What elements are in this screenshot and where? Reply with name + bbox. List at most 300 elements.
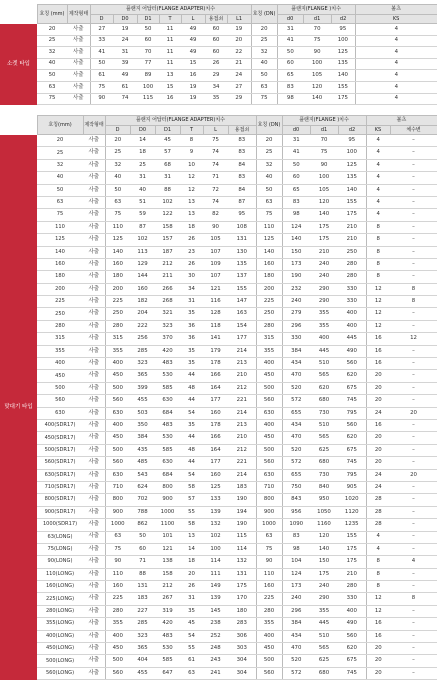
table-cell: 50 (130, 531, 155, 543)
header-flange-col: d1 (310, 126, 338, 135)
table-cell: – (390, 568, 437, 580)
table-cell: 225 (256, 296, 282, 308)
table-cell: 118 (203, 320, 228, 332)
row-nominal-size: 225(LONG) (37, 593, 83, 605)
table-cell: 355 (256, 345, 282, 357)
table-cell: 158 (155, 568, 180, 580)
table-cell: 75 (303, 35, 331, 47)
table-cell: 135 (331, 58, 355, 70)
table-cell: 132 (228, 556, 256, 568)
table-cell: 35 (180, 605, 203, 617)
table-cell: 90 (303, 47, 331, 59)
table-cell: 149 (203, 581, 228, 593)
table-cell: – (390, 395, 437, 407)
row-nominal-size: 450(SDR17) (37, 432, 83, 444)
table-cell: 35 (180, 358, 203, 370)
table-cell: 131 (228, 234, 256, 246)
table-cell: 124 (282, 568, 310, 580)
table-cell: 29 (227, 93, 251, 105)
table-cell: 139 (203, 593, 228, 605)
table-cell: 31 (113, 47, 137, 59)
table-row (0, 419, 437, 431)
table-cell: 164 (203, 382, 228, 394)
table-cell: 84 (228, 184, 256, 196)
table-cell: 304 (228, 667, 256, 679)
table-cell: 355 (105, 345, 130, 357)
table-cell: 210 (338, 234, 366, 246)
row-nominal-size: 500 (37, 382, 83, 394)
table-cell: – (390, 234, 437, 246)
table-row (0, 556, 437, 568)
table-cell: 83 (282, 531, 310, 543)
table-cell: 사출 (67, 24, 90, 36)
table-cell: 90 (90, 93, 113, 105)
table-cell: 44 (180, 395, 203, 407)
table-cell: 565 (310, 643, 338, 655)
table-cell: 510 (310, 358, 338, 370)
table-cell: 사출 (83, 556, 105, 568)
table-cell: 18 (130, 147, 155, 159)
table-row (0, 407, 437, 419)
table-cell: 435 (130, 444, 155, 456)
table-cell: 사출 (83, 345, 105, 357)
socket-type-table (0, 4, 437, 105)
table-row (0, 93, 437, 105)
table-row (0, 655, 437, 667)
table-cell: 221 (228, 457, 256, 469)
row-nominal-size: 40 (37, 58, 67, 70)
table-cell: 9 (180, 147, 203, 159)
table-cell: 560 (105, 667, 130, 679)
table-cell: 560 (256, 457, 282, 469)
table-cell: 16 (366, 618, 390, 630)
table-cell: 57 (180, 494, 203, 506)
table-cell: 60 (205, 35, 227, 47)
table-cell: 25 (130, 159, 155, 171)
table-cell: 160 (105, 258, 130, 270)
table-cell: 285 (130, 345, 155, 357)
table-row (0, 531, 437, 543)
table-cell: 450 (256, 370, 282, 382)
table-cell: 50 (105, 184, 130, 196)
table-cell: 사출 (83, 234, 105, 246)
table-cell: 110 (105, 568, 130, 580)
table-cell: 51 (130, 196, 155, 208)
table-cell: 70 (137, 47, 159, 59)
table-cell: 100 (137, 81, 159, 93)
table-cell: 12 (366, 593, 390, 605)
table-cell: 625 (310, 444, 338, 456)
table-cell: 4 (366, 209, 390, 221)
table-cell: 173 (282, 258, 310, 270)
table-cell: 178 (203, 358, 228, 370)
table-cell: 75 (90, 81, 113, 93)
table-cell: 40 (251, 58, 277, 70)
header-adapter-col: D (90, 15, 113, 24)
row-nominal-size: 630(SDR17) (37, 469, 83, 481)
table-cell: – (390, 308, 437, 320)
table-row (0, 382, 437, 394)
table-cell: 20 (390, 407, 437, 419)
table-cell: 109 (203, 258, 228, 270)
table-cell: 사출 (83, 543, 105, 555)
header-adapter-col: T (159, 15, 181, 24)
table-cell: 105 (203, 234, 228, 246)
table-cell: 400 (310, 333, 338, 345)
table-cell: 20 (366, 444, 390, 456)
table-row (0, 70, 437, 82)
table-cell: – (390, 605, 437, 617)
table-cell: 105 (310, 184, 338, 196)
section-header-spacer (0, 5, 37, 24)
table-cell: 63 (180, 667, 203, 679)
table-cell: 사출 (67, 35, 90, 47)
header-adapter-col: 용접쇠 (205, 15, 227, 24)
table-cell: 74 (203, 159, 228, 171)
row-nominal-size: 500(SDR17) (37, 444, 83, 456)
table-row (0, 196, 437, 208)
table-cell: 25 (256, 147, 282, 159)
row-nominal-size: 280 (37, 320, 83, 332)
row-nominal-size: 400 (37, 358, 83, 370)
table-cell: 59 (130, 209, 155, 221)
table-cell: 4 (355, 58, 437, 70)
header-adapter-group: 플랜지 어답터(FLANGE ADAPTER)치수 (90, 5, 251, 15)
table-cell: 88 (155, 184, 180, 196)
table-cell: 190 (228, 519, 256, 531)
header-nominal-dn: 호칭 (DN) (256, 116, 282, 135)
table-cell: 250 (338, 246, 366, 258)
table-cell: 50 (251, 70, 277, 82)
table-cell: 15 (181, 58, 205, 70)
table-cell: 745 (338, 667, 366, 679)
table-cell: 100 (338, 147, 366, 159)
table-cell: 365 (130, 643, 155, 655)
row-nominal-size: 125 (37, 234, 83, 246)
table-cell: 420 (155, 345, 180, 357)
table-cell: 620 (310, 382, 338, 394)
table-cell: 1090 (282, 519, 310, 531)
table-cell: 사출 (83, 370, 105, 382)
row-nominal-size: 450(LONG) (37, 643, 83, 655)
socket-table-header (0, 5, 437, 24)
table-cell: 63 (251, 81, 277, 93)
table-cell: 75 (256, 209, 282, 221)
table-cell: 177 (228, 333, 256, 345)
table-cell: 41 (282, 147, 310, 159)
table-cell: 55 (180, 506, 203, 518)
table-cell: 16 (159, 93, 181, 105)
table-row (0, 370, 437, 382)
table-row (0, 308, 437, 320)
table-cell: 630 (105, 407, 130, 419)
table-cell: 사출 (83, 481, 105, 493)
table-row (0, 469, 437, 481)
table-cell: 사출 (83, 519, 105, 531)
table-row (0, 444, 437, 456)
table-cell: – (390, 172, 437, 184)
table-cell: 138 (155, 556, 180, 568)
table-cell: 사출 (83, 320, 105, 332)
table-cell: 32 (256, 159, 282, 171)
table-cell: – (390, 184, 437, 196)
table-cell: 사출 (83, 531, 105, 543)
table-cell: 사출 (83, 419, 105, 431)
table-cell: 11 (159, 58, 181, 70)
table-cell: 4 (355, 81, 437, 93)
table-cell: 19 (181, 81, 205, 93)
table-cell: 399 (130, 382, 155, 394)
table-cell: 315 (105, 333, 130, 345)
table-cell: 445 (310, 345, 338, 357)
table-row (0, 481, 437, 493)
table-cell: 102 (130, 234, 155, 246)
table-row (0, 333, 437, 345)
header-nominal-dn: 호칭 (DN) (251, 5, 277, 24)
table-cell: 26 (180, 258, 203, 270)
table-cell: 32 (105, 159, 130, 171)
table-row (0, 234, 437, 246)
table-cell: 19 (181, 93, 205, 105)
table-cell: 사출 (83, 432, 105, 444)
table-cell: 61 (113, 81, 137, 93)
table-cell: 280 (338, 581, 366, 593)
table-cell: 4 (366, 196, 390, 208)
table-row (0, 618, 437, 630)
table-cell: 25 (251, 35, 277, 47)
table-cell: 1000 (256, 519, 282, 531)
table-cell: 사출 (83, 407, 105, 419)
table-cell: 110 (256, 221, 282, 233)
table-cell: 280 (105, 605, 130, 617)
table-cell: 572 (282, 667, 310, 679)
table-cell: 137 (228, 271, 256, 283)
table-cell: 956 (282, 506, 310, 518)
table-cell: 8 (366, 556, 390, 568)
table-cell: 13 (180, 209, 203, 221)
table-cell: – (390, 196, 437, 208)
table-cell: 121 (155, 543, 180, 555)
table-cell: 23 (180, 246, 203, 258)
table-cell: 12 (180, 184, 203, 196)
table-cell: 20 (256, 135, 282, 147)
table-cell: 사출 (83, 271, 105, 283)
row-nominal-size: 500(LONG) (37, 655, 83, 667)
table-cell: 267 (155, 593, 180, 605)
table-cell: 29 (205, 70, 227, 82)
table-cell: 280 (105, 320, 130, 332)
table-cell: 88 (130, 568, 155, 580)
table-cell: 8 (180, 135, 203, 147)
row-nominal-size: 280(LONG) (37, 605, 83, 617)
table-cell: 213 (228, 419, 256, 431)
table-cell: 212 (228, 444, 256, 456)
table-cell: 60 (282, 172, 310, 184)
table-cell: 50 (90, 58, 113, 70)
table-cell: 225 (105, 593, 130, 605)
table-cell: 170 (228, 593, 256, 605)
table-row (0, 630, 437, 642)
table-cell: 250 (256, 308, 282, 320)
table-cell: 675 (338, 655, 366, 667)
table-cell: 630 (256, 469, 282, 481)
table-cell: 사출 (83, 283, 105, 295)
table-cell: 4 (355, 93, 437, 105)
table-cell: 48 (180, 444, 203, 456)
table-cell: 155 (338, 531, 366, 543)
table-cell: 173 (282, 581, 310, 593)
table-cell: 680 (310, 395, 338, 407)
table-cell: 175 (338, 543, 366, 555)
row-nominal-size: 63 (37, 196, 83, 208)
table-cell: 530 (155, 370, 180, 382)
table-cell: 1235 (338, 519, 366, 531)
row-nominal-size: 560(LONG) (37, 667, 83, 679)
table-cell: 68 (155, 159, 180, 171)
table-row (0, 581, 437, 593)
table-cell: 49 (181, 35, 205, 47)
table-cell: 63 (256, 531, 282, 543)
row-nominal-size: 63(LONG) (37, 531, 83, 543)
table-cell: 585 (155, 382, 180, 394)
table-cell: 132 (203, 519, 228, 531)
table-cell: 63 (105, 196, 130, 208)
table-cell: 655 (282, 407, 310, 419)
table-cell: 214 (228, 469, 256, 481)
table-cell: 355 (310, 320, 338, 332)
table-cell: 141 (203, 333, 228, 345)
butt-type-table (0, 115, 437, 680)
table-cell: – (390, 345, 437, 357)
table-cell: 28 (366, 494, 390, 506)
table-row (0, 47, 437, 59)
table-cell: 321 (155, 308, 180, 320)
table-cell: – (390, 246, 437, 258)
table-cell: 58 (180, 481, 203, 493)
table-cell: 12 (366, 308, 390, 320)
table-cell: 50 (256, 184, 282, 196)
table-cell: 60 (205, 47, 227, 59)
table-cell: 160 (256, 258, 282, 270)
table-cell: 140 (282, 234, 310, 246)
table-cell: 60 (277, 58, 303, 70)
table-cell: 745 (338, 457, 366, 469)
table-cell: 560 (338, 630, 366, 642)
table-cell: 8 (390, 593, 437, 605)
table-cell: 1050 (310, 506, 338, 518)
table-cell: 27 (90, 24, 113, 36)
row-nominal-size: 315 (37, 333, 83, 345)
table-cell: 45 (155, 135, 180, 147)
table-cell: – (390, 432, 437, 444)
table-cell: 20 (227, 35, 251, 47)
table-row (0, 395, 437, 407)
table-cell: 455 (130, 667, 155, 679)
table-cell: 125 (256, 234, 282, 246)
table-cell: – (390, 519, 437, 531)
table-cell: 560 (105, 395, 130, 407)
table-cell: 445 (310, 618, 338, 630)
table-cell: 1000 (155, 506, 180, 518)
table-cell: 140 (303, 93, 331, 105)
table-row (0, 593, 437, 605)
table-cell: 18 (180, 556, 203, 568)
table-cell: 45 (180, 618, 203, 630)
table-cell: 280 (338, 258, 366, 270)
table-cell: 83 (228, 172, 256, 184)
row-nominal-size: 250 (37, 308, 83, 320)
table-cell: 154 (228, 320, 256, 332)
table-cell: 182 (130, 296, 155, 308)
table-cell: 83 (282, 196, 310, 208)
table-cell: 41 (90, 47, 113, 59)
table-cell: 434 (282, 358, 310, 370)
table-cell: 268 (155, 296, 180, 308)
table-row (0, 543, 437, 555)
table-cell: 1100 (155, 519, 180, 531)
row-nominal-size: 50 (37, 70, 67, 82)
table-cell: – (390, 667, 437, 679)
table-cell: 135 (228, 258, 256, 270)
table-cell: 54 (180, 407, 203, 419)
table-cell: 450 (256, 643, 282, 655)
table-cell: 75 (203, 135, 228, 147)
table-cell: 370 (155, 333, 180, 345)
table-cell: 95 (228, 209, 256, 221)
table-cell: 115 (137, 93, 159, 105)
table-cell: 사출 (83, 395, 105, 407)
table-cell: 90 (203, 221, 228, 233)
table-cell: 120 (310, 196, 338, 208)
table-cell: – (390, 382, 437, 394)
table-cell: 102 (155, 196, 180, 208)
table-cell: 240 (282, 593, 310, 605)
table-cell: 630 (155, 395, 180, 407)
table-cell: 11 (159, 24, 181, 36)
table-cell: 240 (310, 258, 338, 270)
table-cell: 100 (310, 172, 338, 184)
row-nominal-size: 20 (37, 135, 83, 147)
table-cell: 565 (310, 370, 338, 382)
table-cell: 400 (105, 419, 130, 431)
table-cell: 98 (277, 93, 303, 105)
table-cell: 212 (155, 581, 180, 593)
table-cell: 36 (180, 333, 203, 345)
table-cell: 624 (130, 481, 155, 493)
table-cell: 75 (105, 543, 130, 555)
table-cell: 145 (203, 605, 228, 617)
table-cell: 180 (228, 605, 256, 617)
table-cell: 323 (130, 630, 155, 642)
table-cell: 12 (390, 333, 437, 345)
table-cell: 175 (338, 556, 366, 568)
table-cell: 450 (105, 432, 130, 444)
table-cell: – (390, 444, 437, 456)
header-adapter-col: D (105, 126, 130, 135)
table-cell: 사출 (83, 308, 105, 320)
table-cell: 8 (366, 581, 390, 593)
table-cell: 19 (227, 24, 251, 36)
table-cell: 50 (282, 159, 310, 171)
table-cell: 400 (256, 358, 282, 370)
table-cell: 4 (355, 70, 437, 82)
row-nominal-size: 32 (37, 159, 83, 171)
table-cell: 279 (282, 308, 310, 320)
header-bolts-group: 볼츠 (355, 5, 437, 15)
header-flange-col: d2 (338, 126, 366, 135)
table-cell: – (390, 630, 437, 642)
table-cell: 520 (282, 444, 310, 456)
